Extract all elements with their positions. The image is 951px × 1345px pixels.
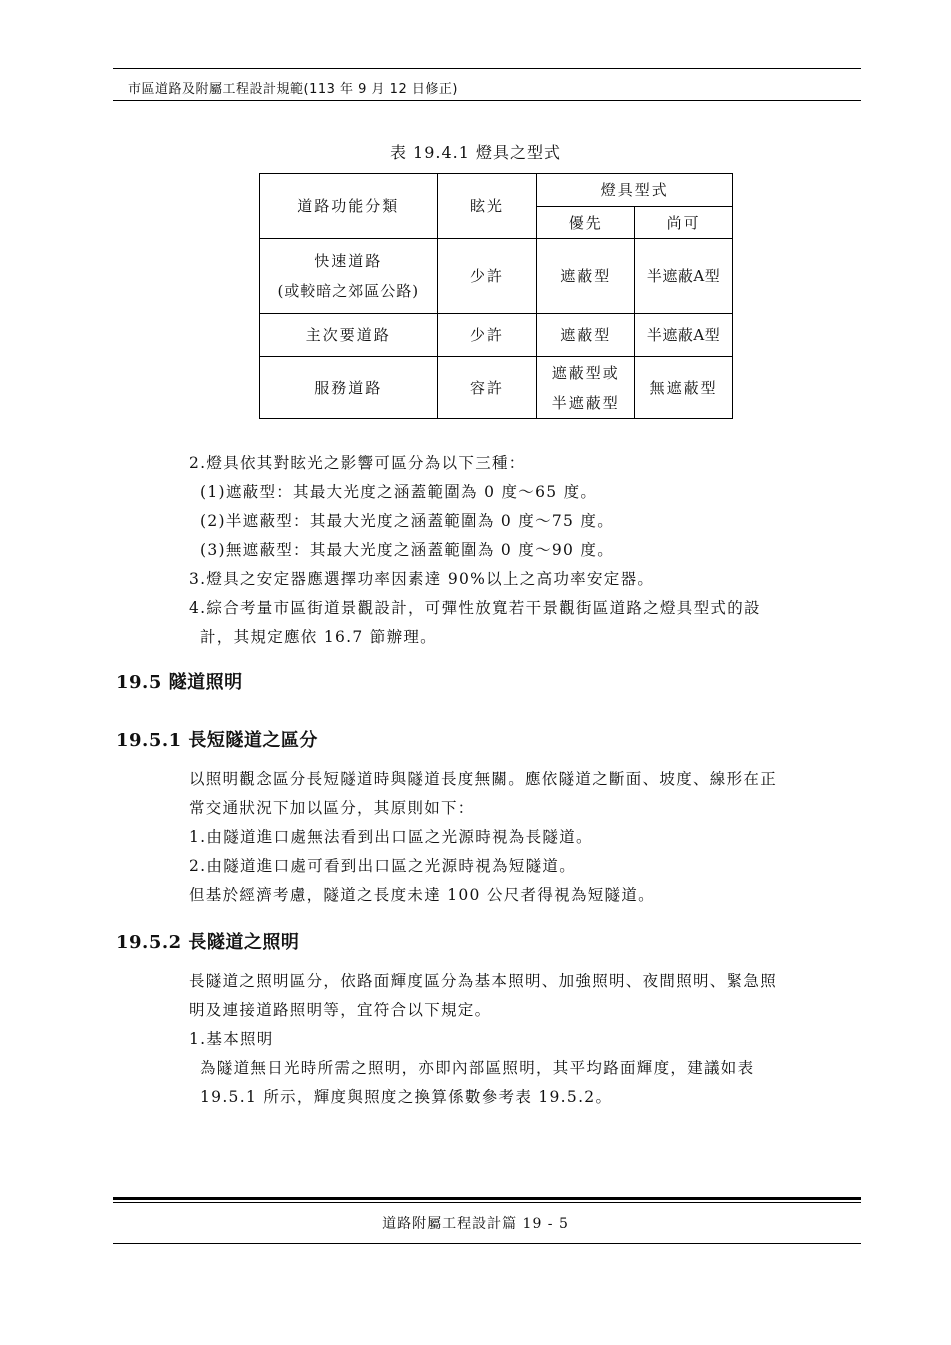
cell-acceptable: 半遮蔽A型 (635, 314, 733, 357)
cell-preferred: 遮蔽型 (537, 314, 635, 357)
cell-glare: 少許 (437, 314, 537, 357)
cell-road-class: 主次要道路 (260, 314, 438, 357)
header-rule-bottom (113, 100, 861, 101)
table-row (260, 357, 733, 419)
cell-line: 半遮蔽型 (551, 393, 620, 412)
cell-acceptable: 無遮蔽型 (635, 357, 733, 419)
cell-line: (或較暗之郊區公路) (277, 282, 420, 300)
section-heading: 19.5.1 長短隧道之區分 (116, 730, 318, 751)
paragraph-line: 以照明觀念區分長短隧道時與隧道長度無關。應依隧道之斷面、坡度、線形在正 (189, 770, 778, 788)
header-glare: 眩光 (437, 174, 537, 239)
page-footer: 道路附屬工程設計篇 19 - 5 (382, 1216, 569, 1232)
list-item: 1.基本照明 (189, 1030, 274, 1048)
paragraph-line: 明及連接道路照明等，宜符合以下規定。 (189, 1001, 492, 1019)
list-item: 1.由隧道進口處無法看到出口區之光源時視為長隧道。 (189, 828, 593, 846)
table-row (260, 239, 733, 314)
cell-road-class (260, 239, 438, 314)
running-header: 市區道路及附屬工程設計規範(113 年 9 月 12 日修正) (128, 82, 458, 97)
cell-glare: 少許 (437, 239, 537, 314)
table-caption: 表 19.4.1 燈具之型式 (389, 143, 562, 162)
list-item: (2)半遮蔽型：其最大光度之涵蓋範圍為 0 度～75 度。 (200, 512, 615, 530)
table-header-row (260, 174, 733, 207)
cell-acceptable: 半遮蔽A型 (635, 239, 733, 314)
header-lamp-type: 燈具型式 (537, 174, 733, 207)
footer-rule-bottom (113, 1243, 861, 1244)
paragraph-line: 長隧道之照明區分，依路面輝度區分為基本照明、加強照明、夜間照明、緊急照 (189, 972, 778, 990)
footer-rule-thick (113, 1197, 861, 1200)
cell-preferred: 遮蔽型 (537, 239, 635, 314)
cell-road-class: 服務道路 (260, 357, 438, 419)
list-item: 3.燈具之安定器應選擇功率因素達 90%以上之高功率安定器。 (189, 570, 655, 588)
list-item: (1)遮蔽型：其最大光度之涵蓋範圍為 0 度～65 度。 (200, 483, 598, 501)
table-row (260, 314, 733, 357)
header-preferred: 優先 (537, 207, 635, 239)
paragraph-line: 常交通狀況下加以區分，其原則如下： (189, 799, 475, 817)
section-heading: 19.5 隧道照明 (116, 672, 243, 693)
list-item: 4.綜合考量市區街道景觀設計，可彈性放寬若干景觀街區道路之燈具型式的設 (189, 599, 761, 617)
footer-rule-thin (113, 1202, 861, 1203)
cell-line: 遮蔽型或 (551, 363, 620, 382)
lamp-type-table (259, 173, 733, 419)
header-acceptable: 尚可 (635, 207, 733, 239)
list-item: 計，其規定應依 16.7 節辦理。 (200, 628, 437, 646)
cell-glare: 容許 (437, 357, 537, 419)
header-rule (113, 68, 861, 69)
paragraph-line: 19.5.1 所示，輝度與照度之換算係數參考表 19.5.2。 (200, 1088, 613, 1106)
cell-preferred (537, 357, 635, 419)
list-item: (3)無遮蔽型：其最大光度之涵蓋範圍為 0 度～90 度。 (200, 541, 615, 559)
header-road-class: 道路功能分類 (260, 174, 438, 239)
paragraph-line: 但基於經濟考慮，隧道之長度未達 100 公尺者得視為短隧道。 (189, 886, 655, 904)
cell-line: 快速道路 (314, 252, 383, 270)
list-item: 2.燈具依其對眩光之影響可區分為以下三種： (189, 454, 526, 472)
paragraph-line: 為隧道無日光時所需之照明，亦即內部區照明，其平均路面輝度，建議如表 (200, 1059, 755, 1077)
list-item: 2.由隧道進口處可看到出口區之光源時視為短隧道。 (189, 857, 576, 875)
section-heading: 19.5.2 長隧道之照明 (116, 932, 300, 953)
